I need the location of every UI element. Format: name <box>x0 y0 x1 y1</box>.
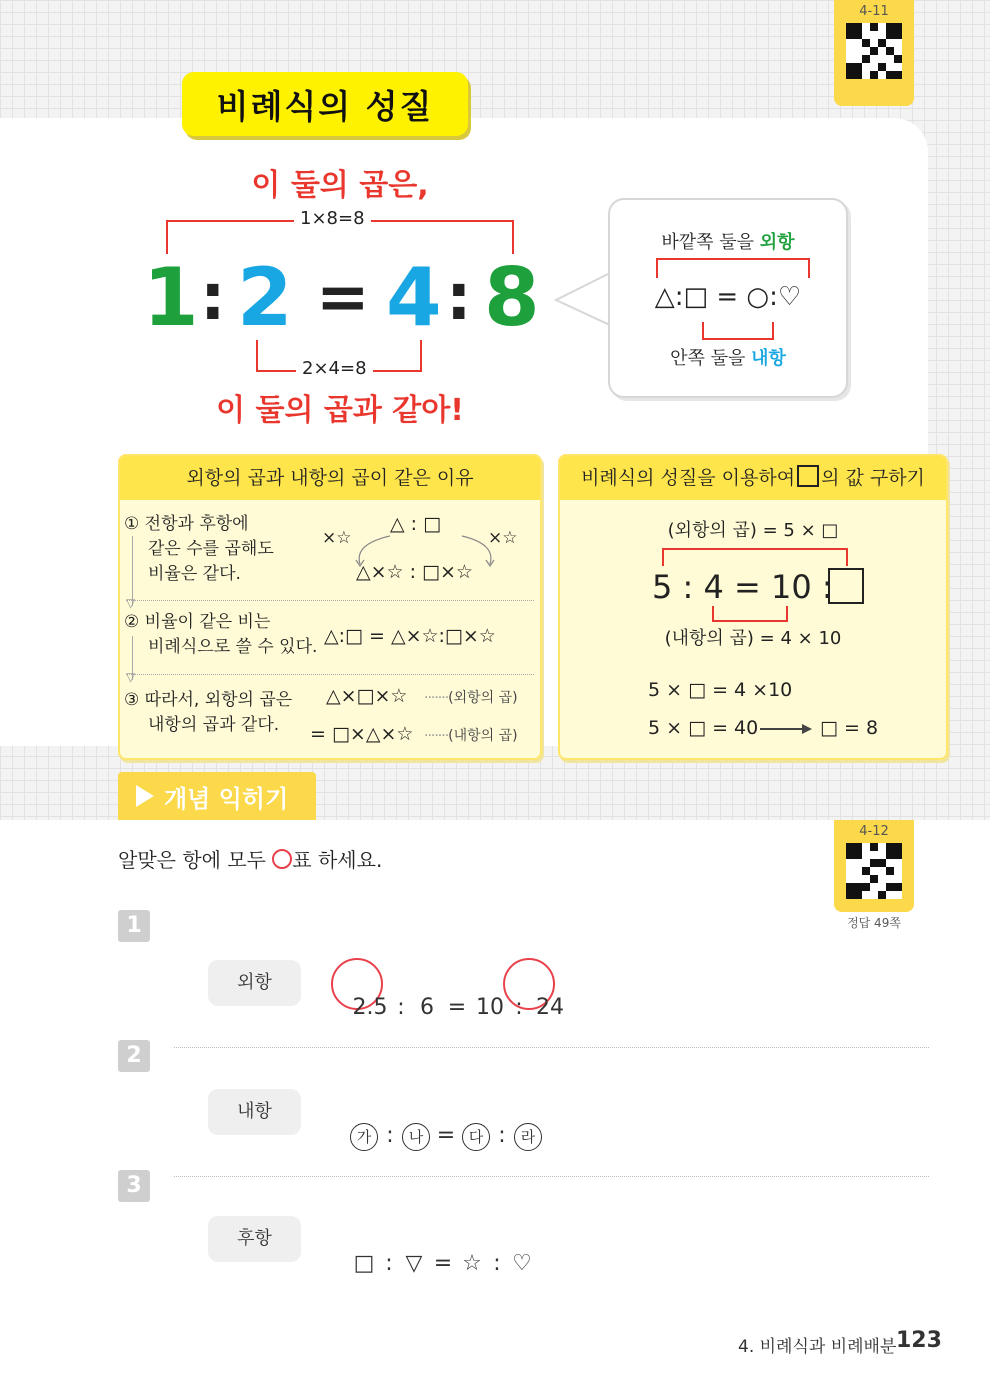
p1-term-b[interactable]: 6 <box>420 995 434 1020</box>
solve-arrow-icon <box>760 722 812 736</box>
step1-line3: 비율은 같다. <box>148 564 241 584</box>
section-title: 개념 익히기 <box>164 784 289 813</box>
terms-bubble <box>608 198 848 398</box>
hero-term-1: 1 <box>143 251 199 344</box>
play-triangle-icon <box>136 785 154 807</box>
problem-1-term: 외항 <box>208 960 301 1006</box>
reason-step-2 <box>124 610 317 660</box>
problem-1-expression[interactable]: 2.5 : 6 = 10 : 24 <box>336 970 570 1020</box>
inner-caption-text: 안쪽 둘을 <box>670 348 752 369</box>
problem-number-3: 3 <box>118 1170 150 1202</box>
p2-term-a[interactable]: 가 <box>350 1123 378 1151</box>
outer-product-label: 1×8=8 <box>294 208 371 229</box>
problem-number-1: 1 <box>118 910 150 942</box>
step1-left-multiplier: ×☆ <box>322 528 352 548</box>
problem-3-term: 후항 <box>208 1216 301 1262</box>
instruction <box>118 844 382 873</box>
outer-term: 외항 <box>759 232 795 253</box>
outer-caption-text: 바깥쪽 둘을 <box>661 232 760 253</box>
solve-equation: 5 : 4 = 10 : <box>652 568 833 606</box>
p1-term-d[interactable]: 24 <box>536 995 564 1020</box>
hero-top-text: 이 둘의 곱은, <box>251 168 429 203</box>
section-badge <box>118 772 316 820</box>
qr-code-icon[interactable] <box>846 23 902 79</box>
solve-box <box>558 454 948 760</box>
p3-term-d[interactable]: ♡ <box>512 1251 532 1276</box>
solve-line-1: 5 × □ = 4 ×10 <box>648 679 793 701</box>
divider-1 <box>126 600 534 601</box>
separator-2 <box>174 1176 929 1177</box>
step1-top-ratio: △ : □ <box>390 513 442 535</box>
qr-code-icon-2[interactable] <box>846 843 902 899</box>
qr-tab-top[interactable] <box>834 0 914 106</box>
step-arrow-icon-2: ▽ <box>126 670 136 684</box>
outer-term-caption <box>610 228 846 254</box>
p2-term-d[interactable]: 라 <box>514 1123 542 1151</box>
solve-answer-box <box>828 568 864 604</box>
title-badge <box>182 72 468 136</box>
problem-2-term: 내항 <box>208 1089 301 1135</box>
qr-tab-bottom[interactable] <box>834 820 914 912</box>
solve-line-2: 5 × □ = 40 <box>648 717 759 739</box>
step2-line1: ② 비율이 같은 비는 <box>124 612 271 632</box>
p3-term-c[interactable]: ☆ <box>462 1251 482 1276</box>
p3-term-b[interactable]: ▽ <box>405 1251 423 1276</box>
solve-result: □ = 8 <box>820 717 879 739</box>
reason-step-1 <box>124 512 274 587</box>
page-number: 123 <box>896 1328 942 1353</box>
step3-line1: ③ 따라서, 외항의 곱은 <box>124 690 293 710</box>
step-arrow-icon-1: ▽ <box>126 596 136 610</box>
qr-code-label-2: 4-12 <box>859 824 889 839</box>
hero-term-2: 2 <box>237 251 293 344</box>
step1-right-multiplier: ×☆ <box>488 528 518 548</box>
solve-box-header <box>560 456 946 500</box>
p1-term-c[interactable]: 10 <box>476 995 504 1020</box>
p2-term-b[interactable]: 나 <box>402 1123 430 1151</box>
reason-box-header: 외항의 곱과 내항의 곱이 같은 이유 <box>120 456 540 500</box>
inner-term: 내항 <box>751 348 786 369</box>
instruction-suffix: 표 하세요. <box>292 848 383 872</box>
hero-equals: = <box>316 261 370 335</box>
problem-number-2: 2 <box>118 1040 150 1072</box>
solve-outer-bracket <box>662 548 848 566</box>
bubble-formula: △:□ = ○:♡ <box>654 282 802 312</box>
hero-bottom-text: 이 둘의 곱과 같아! <box>216 393 464 428</box>
step3-inner-tag: ·······(내항의 곱) <box>424 728 518 744</box>
blank-box-icon <box>797 465 819 487</box>
solve-inner-bracket <box>712 606 788 622</box>
circle-mark-icon <box>272 849 292 869</box>
bubble-pointer <box>554 270 614 330</box>
p2-term-c[interactable]: 다 <box>462 1123 490 1151</box>
bubble-inner-bracket <box>702 322 774 340</box>
problem-2-expression[interactable]: 가 : 나 = 다 : 라 <box>336 1098 542 1151</box>
chapter-footer: 4. 비례식과 비례배분 <box>738 1337 897 1357</box>
reason-step-3 <box>124 688 292 738</box>
step3-outer-product: △×□×☆ <box>326 685 408 707</box>
qr-code-label: 4-11 <box>859 4 889 19</box>
solve-header-suffix: 의 값 구하기 <box>821 467 925 489</box>
step3-line2: 내항의 곱과 같다. <box>148 715 280 735</box>
reason-box <box>118 454 542 760</box>
hero-term-4: 8 <box>484 251 540 344</box>
problem-3-expression[interactable]: □ : ▽ = ☆ : ♡ <box>336 1226 536 1276</box>
page-title: 비례식의 성질 <box>216 86 434 126</box>
p1-term-a[interactable]: 2.5 <box>352 995 388 1020</box>
bubble-outer-bracket <box>656 258 810 278</box>
answer-page-ref: 정답 49쪽 <box>847 916 901 930</box>
separator-1 <box>174 1047 929 1048</box>
solve-inner-product: (내항의 곱) = 4 × 10 <box>664 628 842 649</box>
divider-2 <box>126 674 534 675</box>
step2-formula: △:□ = △×☆:□×☆ <box>324 625 496 647</box>
solve-header-prefix: 비례식의 성질을 이용하여 <box>581 467 796 489</box>
step1-line2: 같은 수를 곱해도 <box>148 539 274 559</box>
step3-inner-product: = □×△×☆ <box>310 723 414 745</box>
step3-inner-tag-text: (내항의 곱) <box>448 728 518 744</box>
step1-line1: ① 전항과 후항에 <box>124 514 249 534</box>
step1-bottom-ratio: △×☆ : □×☆ <box>356 561 473 583</box>
hero-colon-1: : <box>200 261 226 335</box>
inner-term-caption <box>610 344 846 370</box>
hero-colon-2: : <box>446 261 472 335</box>
inner-product-label: 2×4=8 <box>296 358 373 379</box>
instruction-prefix: 알맞은 항에 모두 <box>118 848 273 872</box>
solve-outer-product: (외항의 곱) = 5 × □ <box>667 520 839 541</box>
step3-outer-tag-text: (외항의 곱) <box>448 690 518 706</box>
hero-term-3: 4 <box>386 251 442 344</box>
p3-term-a[interactable]: □ <box>353 1251 375 1276</box>
step3-outer-tag: ·······(외항의 곱) <box>424 690 518 706</box>
step2-line2: 비례식으로 쓸 수 있다. <box>148 637 318 657</box>
